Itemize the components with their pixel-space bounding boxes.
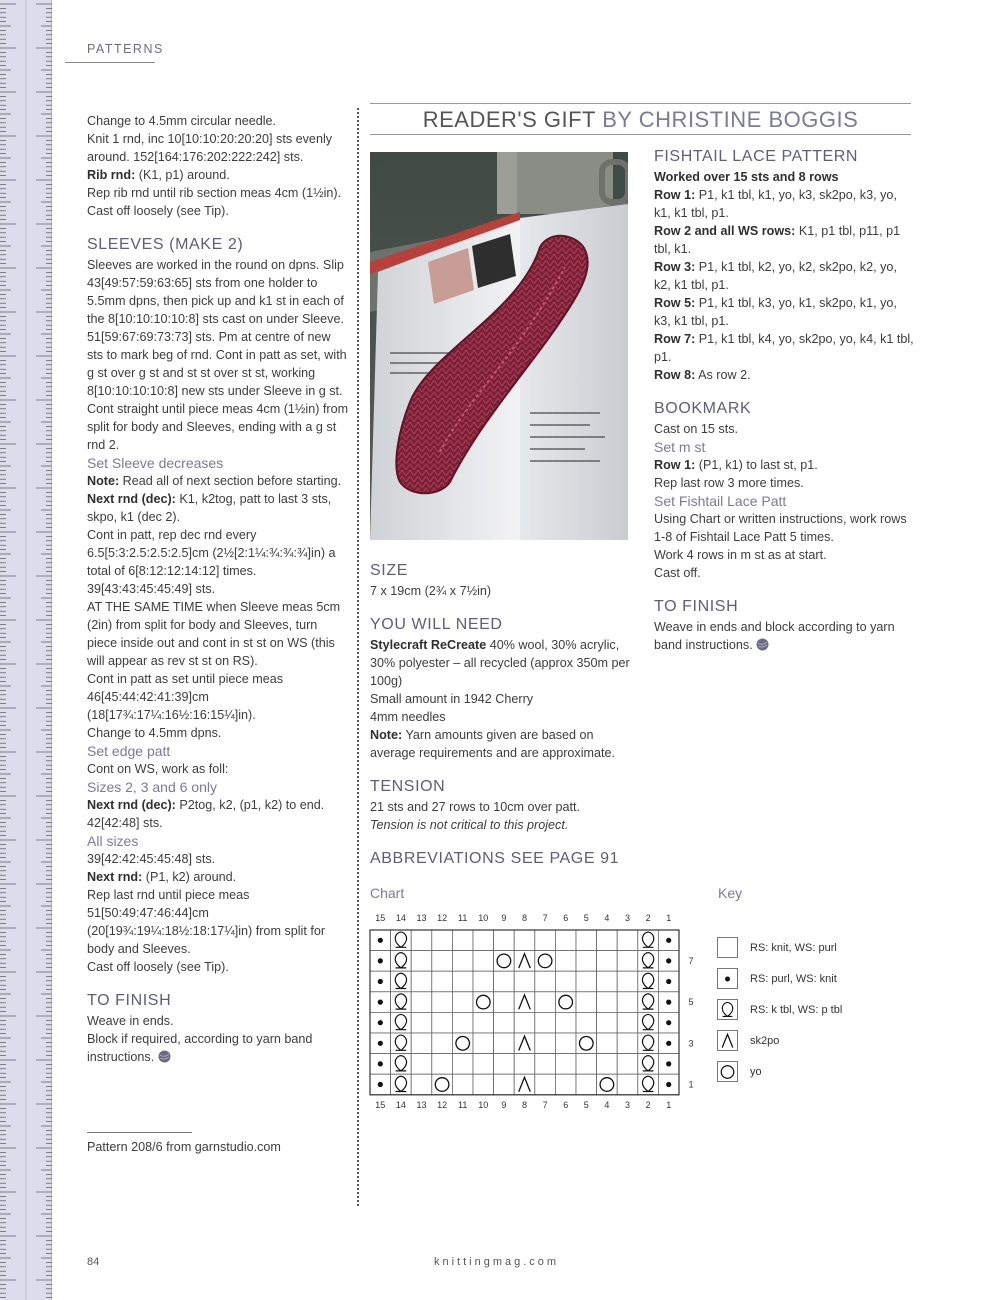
rib-rnd [87,166,349,184]
row-label: Row 1: [654,188,696,202]
finish-heading-right: TO FINISH [654,598,739,615]
chart-cell [597,992,618,1013]
next-rnd [87,868,349,886]
key-label: Key [718,885,743,901]
bm-row1-label: Row 1: [654,458,696,472]
key-row [717,963,917,994]
purl-dot-icon [666,938,671,943]
purl-dot-icon [666,1082,671,1087]
chart-cell [597,1012,618,1033]
purl-dot-icon [378,1041,383,1046]
key-row [717,1056,917,1087]
chart-cell [411,1012,432,1033]
next-rnd-label: Next rnd: [87,870,143,884]
chart-cell [597,1033,618,1054]
row-text: P1, k1 tbl, k1, yo, k3, sk2po, k3, yo, k1, k1 tbl, p1. [654,188,897,220]
key-symbol-box [717,999,738,1020]
all-text: 39[42:42:45:45:48] sts. [87,852,216,866]
fishtail-row-3 [654,258,914,294]
footnote-rule [87,1132,192,1133]
yarn-ball-icon [158,1050,171,1063]
page-number: 84 [87,1256,100,1268]
need-note [370,726,635,762]
next-rnd-text: (P1, k2) around. [142,870,237,884]
right-column [654,146,914,654]
col-number-bottom: 13 [416,1099,427,1110]
col-number-top: 8 [521,913,528,923]
chart-cell [576,1054,597,1075]
chart-cell [617,971,638,992]
section-tag: PATTERNS [87,42,164,56]
finish-text-right [654,618,914,654]
sub-edge: Set edge patt [87,743,171,759]
key-row [717,994,917,1025]
yo-circle-icon [721,1065,734,1078]
chart-cell [494,1054,515,1075]
page-title [370,107,911,133]
chart-cell [555,1054,576,1075]
chart-cell [617,1054,638,1075]
chart-cell [432,1012,453,1033]
fishtail-row-8 [654,366,914,384]
need-para-2: Small amount in 1942 Cherry [370,692,534,706]
key-symbol-box [717,1061,738,1082]
bm-sub-1: Set m st [654,439,706,455]
bm-row-1 [654,456,914,474]
side-ruler [0,0,52,1300]
chart-cell [576,1074,597,1095]
col-number-bottom: 4 [604,1099,610,1110]
sleeves-para-1: Sleeves are worked in the round on dpns. Slip 43[49:57:59:63:65] sts from one holder to 5.5mm dpns, then pick up and k1 st in each of the 8[10:10:10:10:8] sts cast on under Sleeve. 51[59:67:69:73:73] sts. Pm at centre of new sts to mark beg of rnd. Cont in patt as set, with g st over g st and st st over st st, working 8[10:10:10:10:8] new sts under Sleeve in g st. [87,258,347,398]
chart-cell [473,971,494,992]
chart-cell [617,1012,638,1033]
purl-dot-icon [666,958,671,963]
chart-cell [494,930,515,951]
chart-label: Chart [370,885,405,901]
chart-cell [617,1074,638,1095]
chart-cell [555,951,576,972]
purl-dot-icon [666,1041,671,1046]
sub-sizes: Sizes 2, 3 and 6 only [87,779,217,795]
chart-cell [555,1012,576,1033]
title-byline: BY CHRISTINE BOGGIS [602,107,859,132]
fishtail-heading: FISHTAIL LACE PATTERN [654,148,859,165]
key-text: RS: k tbl, WS: p tbl [750,1003,843,1016]
chart-cell [432,1033,453,1054]
col-number-top: 15 [375,913,386,923]
need-brand: Stylecraft ReCreate [370,638,487,652]
bm-para-1: Cast on 15 sts. [654,422,738,436]
chart-cell [452,930,473,951]
chart-cell [411,1054,432,1075]
chart-cell [432,1054,453,1075]
bookmark-heading: BOOKMARK [654,400,752,417]
row-number: 7 [688,955,694,966]
col-number-top: 1 [666,913,672,923]
title-main: READER'S GIFT [422,107,603,132]
col-number-top: 4 [604,913,610,923]
chart-cell [617,1033,638,1054]
tension-italic: Tension is not critical to this project. [370,818,569,832]
chart-cell [597,930,618,951]
chart-cell [452,951,473,972]
col-number-bottom: 3 [624,1099,631,1110]
chart-cell [494,1074,515,1095]
col-number-top: 12 [437,913,448,923]
row-number: 5 [688,997,694,1008]
chart-cell [535,1054,556,1075]
chart-cell [432,971,453,992]
title-bar [370,103,911,135]
chart-cell [452,1074,473,1095]
chart-cell [411,1074,432,1095]
bm-para-4: Work 4 rows in m st as at start. [654,548,827,562]
chart-cell [473,930,494,951]
chart-cell [617,930,638,951]
edge-text: Cont on WS, work as foll: [87,762,229,776]
chart-cell [555,971,576,992]
chart-cell [411,971,432,992]
chart-cell [514,1012,535,1033]
key-text: RS: knit, WS: purl [750,941,837,954]
col-number-top: 11 [458,913,468,923]
chart-cell [452,1054,473,1075]
col-number-top: 9 [501,913,507,923]
finish-heading-left: TO FINISH [87,992,172,1009]
lace-chart [366,910,706,1125]
chart-cell [576,971,597,992]
chart-cell [514,1054,535,1075]
chart-cell [576,930,597,951]
row-label: Row 3: [654,260,696,274]
purl-dot-icon [378,1000,383,1005]
all-para-3: Cast off loosely (see Tip). [87,960,229,974]
fishtail-row-1 [654,186,914,222]
chart-cell [411,992,432,1013]
sub-set-sleeve: Set Sleeve decreases [87,455,224,471]
rib-label: Rib rnd: [87,168,136,182]
chart-cell [411,951,432,972]
sleeves-para-3: Cont in patt, rep dec rnd every 6.5[5:3:2.5:2.5:2.5]cm (2½[2:1¼:¾:¾:¾]in) a total of 6[8:12:12:14:12] times. 39[43:43:45:45:49] sts. [87,528,336,596]
abbrev-heading: ABBREVIATIONS SEE PAGE 91 [370,850,620,867]
chart-cell [411,930,432,951]
purl-dot-icon [378,1082,383,1087]
chart-cell [597,1054,618,1075]
intro-line-1: Change to 4.5mm circular needle. [87,114,277,128]
col-number-top: 13 [416,913,427,923]
note [87,472,349,490]
chart-cell [432,992,453,1013]
after-rib-1: Rep rib rnd until rib section meas 4cm (1½in). [87,186,342,200]
ktbl-icon [722,1002,732,1016]
col-number-top: 6 [563,913,569,923]
col-number-bottom: 10 [478,1099,489,1110]
chart-cell [535,971,556,992]
sk2po-icon [722,1034,733,1047]
purl-dot-icon [378,1061,383,1066]
fishtail-sub: Worked over 15 sts and 8 rows [654,170,839,184]
row-text: P1, k1 tbl, k2, yo, k2, sk2po, k2, yo, k2, k1 tbl, p1. [654,260,897,292]
row-number: 3 [688,1038,694,1049]
chart-cell [535,1012,556,1033]
after-rib-2: Cast off loosely (see Tip). [87,204,229,218]
rib-text: (K1, p1) around. [135,168,230,182]
chart-cell [535,1074,556,1095]
key-row [717,932,917,963]
chart-cell [576,992,597,1013]
chart-cell [555,1074,576,1095]
size-text: 7 x 19cm (2¾ x 7½in) [370,584,492,598]
row-label: Row 2 and all WS rows: [654,224,796,238]
col-number-bottom: 1 [666,1099,672,1110]
need-para-3: 4mm needles [370,710,446,724]
fishtail-row-5 [654,294,914,330]
chart-cell [535,1033,556,1054]
sleeves-heading: SLEEVES (MAKE 2) [87,236,244,253]
purl-dot-icon [378,979,383,984]
intro-line-2: Knit 1 rnd, inc 10[10:10:20:20:20] sts evenly around. 152[164:176:202:222:242] sts. [87,132,333,164]
chart-cell [411,1033,432,1054]
next-rnd-dec2-text: P2tog, k2, (p1, k2) to end. 42[42:48] sts. [87,798,325,830]
sleeves-para-6: Change to 4.5mm dpns. [87,726,222,740]
chart-cell [555,930,576,951]
col-number-bottom: 15 [375,1099,386,1110]
chart-cell [617,951,638,972]
need-heading: YOU WILL NEED [370,616,503,633]
yarn-ball-icon [756,638,769,651]
chart-cell [473,1012,494,1033]
key-symbol-box [717,1030,738,1051]
purl-dot-icon [378,958,383,963]
note-label: Note: [87,474,120,488]
chart-cell [597,951,618,972]
row-label: Row 5: [654,296,696,310]
sub-all: All sizes [87,833,139,849]
next-rnd-dec-label: Next rnd (dec): [87,492,176,506]
finish-para-1: Weave in ends. [87,1014,174,1028]
size-heading: SIZE [370,562,408,579]
chart-cell [452,1012,473,1033]
chart-cell [494,992,515,1013]
chart-cell [597,971,618,992]
need-text [370,636,635,690]
chart-cell [432,930,453,951]
note-text: Read all of next section before starting. [119,474,342,488]
col-number-top: 3 [624,913,631,923]
chart-cell [432,951,453,972]
source-note: Pattern 208/6 from garnstudio.com [87,1140,281,1154]
purl-dot-icon [725,976,730,981]
chart-cell [514,930,535,951]
col-number-top: 2 [645,913,651,923]
purl-dot-icon [378,1020,383,1025]
next-rnd-dec [87,490,349,526]
finish-para-2-text: Block if required, according to yarn band instructions. [87,1032,313,1064]
purl-dot-icon [666,1061,671,1066]
col-number-bottom: 2 [645,1099,651,1110]
chart-cell [555,1033,576,1054]
next-rnd-dec2-label: Next rnd (dec): [87,798,176,812]
chart-cell [452,992,473,1013]
key-text: RS: purl, WS: knit [750,972,837,985]
chart-cell [576,1012,597,1033]
purl-dot-icon [378,938,383,943]
col-number-bottom: 8 [521,1099,528,1110]
next-rnd-dec-text: K1, k2tog, patt to last 3 sts, skpo, k1 (dec 2). [87,492,332,524]
col-number-top: 7 [542,913,548,923]
col-number-top: 10 [478,913,489,923]
need-note-label: Note: [370,728,403,742]
sleeves-para-2: Cont straight until piece meas 4cm (1½in) from split for body and Sleeves, ending with a g st rnd 2. [87,402,349,452]
chart-cell [576,951,597,972]
need-note-text: Yarn amounts given are based on average requirements and are approximate. [370,728,616,760]
chart-cell [494,971,515,992]
bm-sub-2: Set Fishtail Lace Patt [654,493,787,509]
ruler-ticks [0,0,52,1300]
site-url: knittingmag.com [434,1256,560,1268]
bm-para-2: Rep last row 3 more times. [654,476,804,490]
bookmark-photo [370,152,628,540]
col-number-bottom: 5 [583,1099,589,1110]
sleeves-para-4: AT THE SAME TIME when Sleeve meas 5cm (2in) from split for body and Sleeves, turn piece inside out and cont in st st on WS (this will appear as rev st st on RS). [87,600,341,668]
row-text: As row 2. [695,368,751,382]
col-number-top: 14 [395,913,406,923]
key-row [717,1025,917,1056]
col-number-bottom: 9 [501,1099,507,1110]
key-symbol-box [717,937,738,958]
chart-cell [473,1033,494,1054]
finish-para-2 [87,1030,349,1066]
row-label: Row 8: [654,368,696,382]
col-number-top: 5 [583,913,589,923]
bm-row1-text: (P1, k1) to last st, p1. [695,458,818,472]
middle-column [370,560,635,870]
row-text: K1, p1 tbl, p11, p1 tbl, k1. [654,224,901,256]
chart-cell [473,1074,494,1095]
bm-para-5: Cast off. [654,566,701,580]
col-number-bottom: 6 [563,1099,569,1110]
left-column [87,112,349,1066]
chart-cell [473,951,494,972]
finish-text: Weave in ends and block according to yarn band instructions. [654,620,895,652]
chart-cell [473,1054,494,1075]
chart-cell [494,1033,515,1054]
column-divider [357,108,359,1206]
key-symbol-box [717,968,738,989]
need-desc: 40% wool, 30% acrylic, 30% polyester – all recycled (approx 350m per 100g) [370,638,630,688]
all-para-2: Rep last rnd until piece meas 51[50:49:47:46:44]cm (20[19¾:19¼:18½:18:17¼]in) from split for body and Sleeves. [87,888,326,956]
tension-heading: TENSION [370,778,446,795]
row-label: Row 7: [654,332,696,346]
purl-dot-icon [666,979,671,984]
key-text: sk2po [750,1034,780,1047]
chart-cell [535,930,556,951]
col-number-bottom: 11 [458,1099,468,1110]
purl-dot-icon [666,1020,671,1025]
col-number-bottom: 14 [395,1099,406,1110]
tension-text: 21 sts and 27 rows to 10cm over patt. [370,800,581,814]
col-number-bottom: 7 [542,1099,548,1110]
chart-key [717,932,917,1087]
section-rule [65,62,155,63]
chart-cell [617,992,638,1013]
key-text: yo [750,1065,762,1078]
fishtail-row-7 [654,330,914,366]
chart-cell [452,971,473,992]
chart-cell [494,1012,515,1033]
chart-cell [535,992,556,1013]
row-number: 1 [688,1079,694,1090]
col-number-bottom: 12 [437,1099,448,1110]
purl-dot-icon [666,1000,671,1005]
sleeves-para-5: Cont in patt as set until piece meas 46[45:44:42:41:39]cm (18[17¾:17¼:16½:16:15¼]in). [87,672,284,722]
fishtail-row-2 [654,222,914,258]
chart-cell [514,971,535,992]
row-text: P1, k1 tbl, k3, yo, k1, sk2po, k1, yo, k3, k1 tbl, p1. [654,296,897,328]
next-rnd-dec-2 [87,796,349,832]
bm-para-3: Using Chart or written instructions, work rows 1-8 of Fishtail Lace Patt 5 times. [654,512,907,544]
row-text: P1, k1 tbl, k4, yo, sk2po, yo, k4, k1 tbl, p1. [654,332,914,364]
